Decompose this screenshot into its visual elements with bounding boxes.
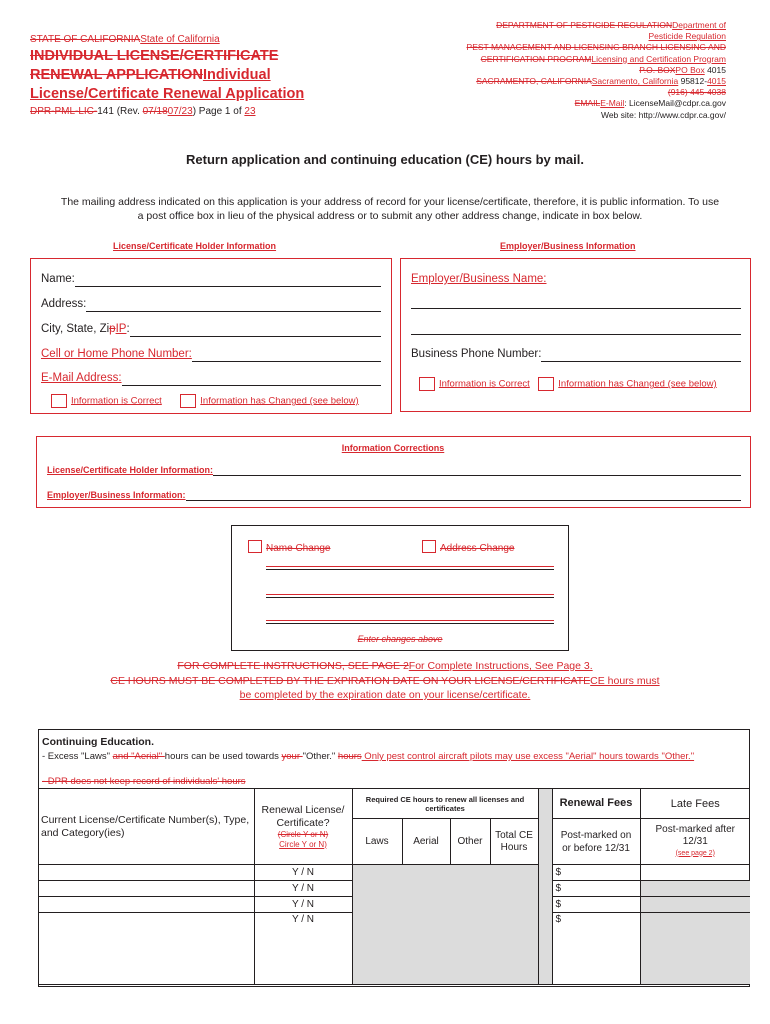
instructions-line1 (0, 659, 770, 673)
ce-bullet-2: - DPR does not keep record of individuals' hours (42, 776, 246, 787)
state-new: State of California (140, 34, 220, 45)
address-change-option (422, 538, 515, 556)
corrections-box (36, 436, 751, 508)
instructions-old-1: FOR COMPLETE INSTRUCTIONS, SEE PAGE 2 (177, 660, 409, 672)
ce-yn-cell[interactable]: Y / N (254, 913, 352, 985)
city-old-text: p (109, 323, 116, 335)
ce-yn-cell[interactable]: Y / N (254, 897, 352, 913)
state-label (30, 34, 330, 45)
phone-old: (916) 445-4038 (667, 87, 726, 98)
name-row (41, 273, 381, 287)
agency-line1-new: Department of Pesticide Regulation (648, 20, 726, 42)
instructions-old-2: CE HOURS MUST BE COMPLETED BY THE EXPIRATION DATE ON YOUR LICENSE/CERTIFICATE (110, 675, 591, 687)
ce-renewal-new: Circle Y or N) (279, 839, 327, 849)
ce-col-late: Late Fees (640, 789, 750, 819)
address-change-checkbox[interactable] (422, 540, 436, 553)
city-label (41, 323, 130, 337)
employer-changed-label: Information has Changed (see below) (558, 378, 717, 390)
employer-correct-label: Information is Correct (439, 378, 530, 390)
agency-website: Web site: http://www.cdpr.ca.gov/ (600, 109, 726, 120)
ce-b1-old2: your (281, 751, 303, 762)
ce-renewal-old: (Circle Y or N) (277, 829, 329, 839)
ce-table (38, 788, 750, 985)
pobox-new: PO Box (675, 64, 705, 75)
agency-city (466, 76, 726, 87)
business-phone-row (411, 348, 741, 362)
address-field[interactable] (86, 298, 381, 312)
holder-correct-checkbox[interactable] (51, 394, 67, 408)
ce-col-other: Other (450, 819, 490, 865)
form-id: 141 (Rev. (97, 106, 143, 117)
city-row (41, 323, 381, 337)
agency-line2-new: Licensing and Certification Program (591, 53, 726, 64)
ce-col-late-sub-label: Post-marked after 12/31 (655, 823, 735, 847)
ce-title: Continuing Education. (42, 736, 154, 748)
ce-col-total: Total CE Hours (490, 819, 538, 865)
name-change-label: Name Change (266, 543, 331, 554)
zip-ext: 4015 (707, 76, 726, 87)
title-old: INDIVIDUAL LICENSE/CERTIFICATE RENEWAL APPLICATION (30, 48, 279, 83)
enter-changes-label: Enter changes above (357, 634, 443, 644)
ce-late-cell[interactable] (640, 865, 750, 881)
instructions-new-1: For Complete Instructions, See Page 3. (408, 660, 593, 672)
holder-section-title: License/Certificate Holder Information (113, 241, 277, 251)
agency-phone (466, 87, 726, 98)
agency-line1 (466, 20, 726, 42)
ce-bullet-1 (42, 751, 722, 763)
ce-yn-cell[interactable]: Y / N (254, 881, 352, 897)
state-old: STATE OF CALIFORNIA (30, 34, 141, 45)
rev-new: 07/23 (167, 106, 193, 117)
employer-changed-checkbox[interactable] (538, 377, 554, 391)
employer-status-row (419, 375, 717, 393)
employer-section-title: Employer/Business Information (500, 241, 636, 251)
email-field[interactable] (122, 372, 381, 386)
city-old: SACRAMENTO, CALIFORNIA (476, 76, 592, 87)
email-value: : LicenseMail@cdpr.ca.gov (624, 98, 726, 109)
email-old: EMAIL (574, 98, 601, 109)
change-line-2[interactable] (266, 594, 554, 598)
ce-license-cell[interactable] (38, 897, 254, 913)
ce-col-required: Required CE hours to renew all licenses and certificates (352, 789, 538, 819)
corrections-holder-field[interactable] (213, 465, 741, 476)
corrections-employer-row (47, 490, 741, 501)
ce-fee-cell[interactable]: $ (552, 881, 640, 897)
instructions-new-2: CE hours must be completed by the expiration date on your license/certificate. (239, 675, 660, 701)
name-change-option (248, 538, 330, 556)
title-new: Individual License/Certificate Renewal Application (30, 67, 305, 102)
changes-box (231, 525, 569, 651)
ce-section (38, 729, 750, 987)
ce-col-fees-sub: Post-marked on or before 12/31 (552, 819, 640, 865)
ce-b1-b: hours can be used towards (164, 751, 282, 762)
ce-col-late-sub (640, 819, 750, 865)
corrections-holder-label: License/Certificate Holder Information: (47, 465, 214, 475)
employer-info-box (400, 258, 751, 412)
name-change-checkbox[interactable] (248, 540, 262, 553)
name-field[interactable] (75, 273, 381, 287)
address-row (41, 298, 381, 312)
business-phone-label: Business Phone Number: (411, 348, 542, 360)
holder-correct-label: Information is Correct (71, 395, 162, 407)
ce-col-renewal (254, 789, 352, 865)
ce-license-cell[interactable] (38, 881, 254, 897)
page-prefix: ) Page 1 of (192, 106, 245, 117)
employer-correct-checkbox[interactable] (419, 377, 435, 391)
agency-line1-old: DEPARTMENT OF PESTICIDE REGULATION (496, 20, 673, 30)
email-new: E-Mail (600, 98, 625, 109)
ce-b1-old1: and "Aerial" (112, 751, 165, 762)
agency-line2-old: PEST MANAGEMENT AND LICENSING BRANCH LICENSING AND CERTIFICATION PROGRAM (466, 42, 726, 64)
ce-b1-old3: hours (337, 751, 362, 762)
employer-name-field[interactable] (411, 295, 741, 309)
pobox-num: 4015 (704, 64, 726, 75)
page-total: 23 (244, 106, 256, 117)
ce-hours-gray (352, 865, 538, 985)
email-label: E-Mail Address: (41, 372, 122, 384)
holder-info-box (30, 258, 392, 414)
intro-text: The mailing address indicated on this application is your address of record for your license/certificate, therefore, it is public information. To use a post office box in lieu of the physical address or to submit any other address change, indicate in box below. (60, 196, 720, 222)
city-new-text: IP (115, 323, 127, 335)
ce-b1-a: - Excess "Laws" (42, 751, 113, 762)
address-label: Address: (41, 298, 87, 310)
form-header (30, 34, 330, 117)
corrections-title: Information Corrections (341, 443, 445, 453)
phone-row (41, 348, 381, 362)
address-change-label: Address Change (440, 543, 515, 554)
ce-gray-spacer (538, 789, 552, 985)
agency-line2 (466, 42, 726, 64)
ce-late-cell (640, 913, 750, 985)
change-line-1[interactable] (266, 566, 554, 570)
ce-license-cell[interactable] (38, 913, 254, 985)
corrections-employer-field[interactable] (186, 490, 741, 501)
ce-col-license: Current License/Certificate Number(s), Type, and Category(ies) (38, 789, 254, 865)
page-heading: Return application and continuing education (CE) hours by mail. (186, 152, 584, 167)
ce-b1-c: "Other." (302, 751, 338, 762)
holder-changed-checkbox[interactable] (180, 394, 196, 408)
ce-late-cell (640, 897, 750, 913)
agency-email (466, 98, 726, 109)
name-label: Name: (41, 273, 75, 285)
ce-fee-cell[interactable]: $ (552, 913, 640, 985)
form-id-old: DPR-PML-LIC- (30, 106, 98, 117)
change-line-3[interactable] (266, 620, 554, 624)
phone-field[interactable] (192, 348, 381, 362)
corrections-holder-row (47, 465, 741, 476)
form-title (30, 47, 330, 104)
rev-old: 07/18 (142, 106, 168, 117)
ce-late-cell (640, 881, 750, 897)
ce-col-aerial: Aerial (402, 819, 450, 865)
city-field[interactable] (130, 323, 381, 337)
ce-col-renewal-label: Renewal License/ Certificate? (261, 803, 345, 829)
business-phone-field[interactable] (541, 348, 741, 362)
agency-pobox (466, 65, 726, 76)
ce-fee-cell[interactable]: $ (552, 897, 640, 913)
employer-name-label: Employer/Business Name: (411, 273, 547, 285)
ce-col-late-note: (see page 2) (675, 849, 715, 857)
ce-yn-cell[interactable]: Y / N (254, 865, 352, 881)
holder-status-row (51, 392, 359, 410)
email-row (41, 372, 381, 386)
form-revision (30, 106, 330, 117)
corrections-employer-label: Employer/Business Information: (47, 490, 186, 500)
agency-block (466, 20, 726, 121)
holder-changed-label: Information has Changed (see below) (200, 395, 359, 407)
instructions-line2 (110, 674, 660, 702)
ce-b1-new: Only pest control aircraft pilots may use excess "Aerial" hours towards "Other." (361, 751, 695, 762)
pobox-old: P.O. BOX (639, 64, 676, 75)
ce-header-row-1 (38, 789, 750, 819)
city-prefix: City, State, Zi (41, 323, 110, 335)
zip: 95812- (678, 76, 708, 87)
ce-row (38, 865, 750, 881)
ce-col-fees: Renewal Fees (552, 789, 640, 819)
ce-fee-cell[interactable]: $ (552, 865, 640, 881)
ce-col-renewal-note (258, 830, 349, 850)
city-new: Sacramento, California (591, 76, 679, 87)
ce-col-laws: Laws (352, 819, 402, 865)
phone-label: Cell or Home Phone Number: (41, 348, 192, 360)
ce-license-cell[interactable] (38, 865, 254, 881)
employer-name-field-2[interactable] (411, 321, 741, 335)
city-suffix: : (126, 323, 130, 335)
